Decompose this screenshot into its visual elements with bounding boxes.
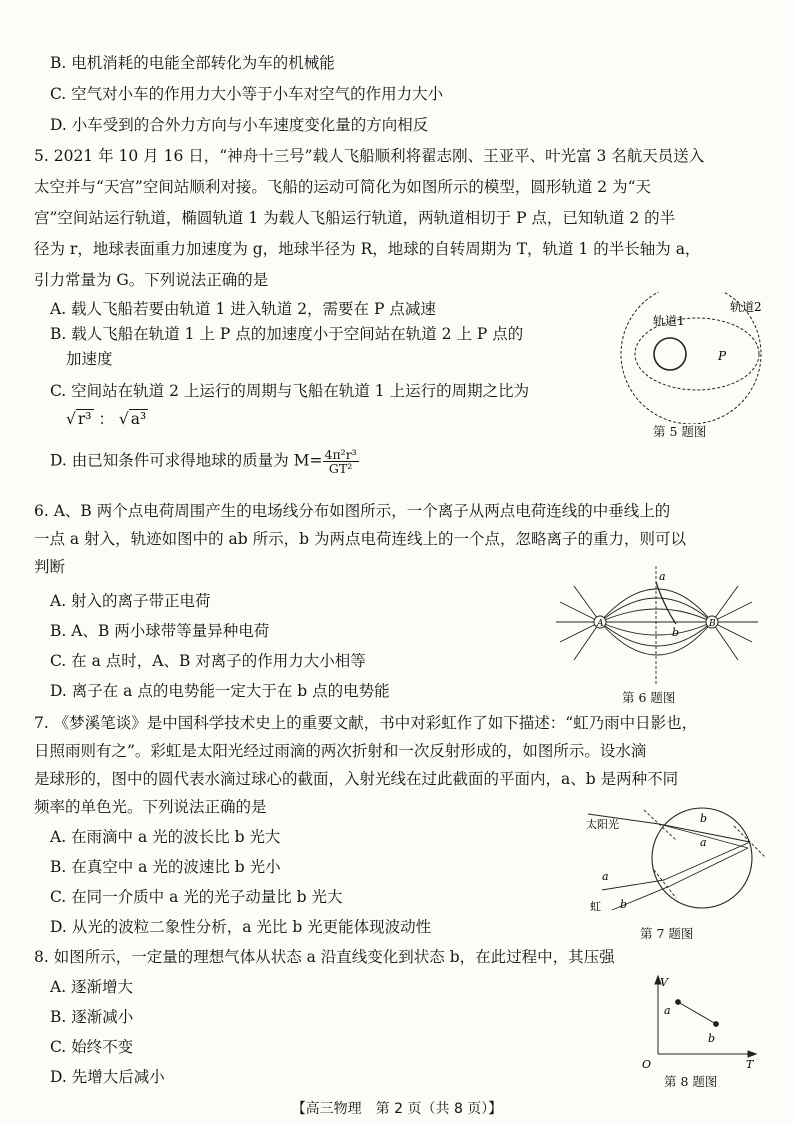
q5-stem-line: 宫”空间站运行轨道，椭圆轨道 1 为载人飞船运行轨道，两轨道相切于 P 点，已知轨道 2 的半 [34, 209, 676, 227]
charge-a-label: A [597, 619, 604, 629]
q5-option-a: A. 载人飞船若要由轨道 1 进入轨道 2，需要在 P 点减速 [50, 300, 436, 318]
q5-ratio-separator: ： [98, 410, 114, 428]
q5-stem-line: 引力常量为 G。下列说法正确的是 [34, 271, 269, 289]
q5-option-d [50, 448, 359, 475]
q5-orbit-figure [606, 292, 776, 424]
q7-option-d: D. 从光的波粒二象性分析，a 光比 b 光更能体现波动性 [50, 918, 432, 936]
orbit-2-label: 轨道2 [730, 300, 762, 314]
charge-b-label: B [709, 619, 716, 629]
q8-stem: 8. 如图所示，一定量的理想气体从状态 a 沿直线变化到状态 b，在此过程中，其压强 [34, 948, 615, 966]
q5-stem-line: 太空并与“天宫”空间站顺利对接。飞船的运动可简化为如图所示的模型，圆形轨道 2 为“天 [34, 178, 651, 196]
q6-option-b: B. A、B 两小球带等量异种电荷 [50, 622, 270, 640]
inner-ray-b-label: b [700, 812, 708, 825]
q5-option-b-continued: 加速度 [66, 350, 113, 368]
ray-a-label: a [602, 870, 609, 883]
point-a-label: a [659, 570, 666, 583]
q4-option-b: B. 电机消耗的电能全部转化为车的机械能 [50, 54, 335, 72]
q6-option-a: A. 射入的离子带正电荷 [50, 592, 211, 610]
q5-option-c-ratio: √ r³ ： √ a³ [66, 410, 147, 428]
q6-caption: 第 6 题图 [622, 690, 676, 705]
axis-v-label: V [660, 976, 668, 989]
q5-fraction-denominator: GT² [328, 461, 353, 476]
q8-option-c: C. 始终不变 [50, 1038, 134, 1056]
q4-option-d: D. 小车受到的合外力方向与小车速度变化量的方向相反 [50, 116, 429, 134]
state-b-label: b [708, 1032, 716, 1045]
q5-option-b: B. 载人飞船在轨道 1 上 P 点的加速度小于空间站在轨道 2 上 P 点的 [50, 325, 524, 343]
q6-stem-line: 6. A、B 两个点电荷周围产生的电场线分布如图所示，一个离子从两点电荷连线的中垂线上的 [34, 502, 671, 520]
q7-raindrop-figure [584, 800, 770, 920]
q8-option-d: D. 先增大后减小 [50, 1068, 165, 1086]
orbit-1-label: 轨道1 [653, 314, 685, 328]
origin-label: O [642, 1058, 652, 1070]
q6-field-lines-figure [552, 566, 766, 684]
q7-option-c: C. 在同一介质中 a 光的光子动量比 b 光大 [50, 888, 343, 906]
q5-mass-fraction [323, 448, 359, 475]
q5-sqrt-a3: a³ [130, 410, 147, 428]
inner-ray-a-label: a [700, 836, 707, 849]
q7-stem-line: 日照雨则有之”。彩虹是太阳光经过雨滴的两次折射和一次反射形成的，如图所示。设水滴 [34, 742, 647, 760]
q8-option-a: A. 逐渐增大 [50, 978, 134, 996]
axis-t-label: T [746, 1058, 754, 1070]
page-footer: 【高三物理 第 2 页（共 8 页）】 [291, 1101, 503, 1117]
q6-option-d: D. 离子在 a 点的电势能一定大于在 b 点的电势能 [50, 682, 390, 700]
q6-stem-line: 判断 [34, 558, 66, 576]
q5-fraction-numerator: 4π²r³ [324, 447, 357, 462]
q7-option-a: A. 在雨滴中 a 光的波长比 b 光大 [50, 828, 281, 846]
q7-option-b: B. 在真空中 a 光的波速比 b 光小 [50, 858, 281, 876]
q5-option-c: C. 空间站在轨道 2 上运行的周期与飞船在轨道 1 上运行的周期之比为 [50, 382, 530, 400]
q7-stem-line: 7. 《梦溪笔谈》是中国科学技术史上的重要文献，书中对彩虹作了如下描述：“虹乃雨中日影也， [34, 714, 698, 732]
q8-vt-graph [634, 972, 762, 1070]
q5-caption: 第 5 题图 [653, 424, 707, 439]
q8-caption: 第 8 题图 [664, 1074, 718, 1089]
q8-option-b: B. 逐渐减小 [50, 1008, 134, 1026]
q5-sqrt-r3: r³ [77, 410, 92, 428]
q7-stem-line: 是球形的，图中的圆代表水滴过球心的截面，入射光线在过此截面的平面内，a、b 是两种不同 [34, 770, 679, 788]
q7-stem-line: 频率的单色光。下列说法正确的是 [34, 798, 267, 816]
q4-option-c: C. 空气对小车的作用力大小等于小车对空气的作用力大小 [50, 85, 444, 103]
q5-stem-line: 径为 r，地球表面重力加速度为 g，地球半径为 R，地球的自转周期为 T，轨道 1 的半长轴为 a， [34, 240, 701, 258]
q5-option-d-text: D. 由已知条件可求得地球的质量为 M= [50, 451, 323, 470]
ray-b-label: b [620, 898, 628, 911]
q7-caption: 第 7 题图 [640, 926, 694, 941]
point-b-label: b [672, 626, 680, 639]
q5-stem-line: 5. 2021 年 10 月 16 日，“神舟十三号”载人飞船顺利将翟志刚、王亚平、叶光富 3 名航天员送入 [34, 147, 705, 165]
q6-stem-line: 一点 a 射入，轨迹如图中的 ab 所示，b 为两点电荷连线上的一个点，忽略离子的重力，则可以 [34, 530, 686, 548]
rainbow-label: 虹 [590, 900, 601, 913]
q6-option-c: C. 在 a 点时，A、B 对离子的作用力大小相等 [50, 652, 366, 670]
point-p-label: P [718, 349, 727, 363]
sunlight-label: 太阳光 [586, 818, 619, 831]
state-a-label: a [664, 1004, 671, 1017]
earth-circle [654, 338, 686, 370]
